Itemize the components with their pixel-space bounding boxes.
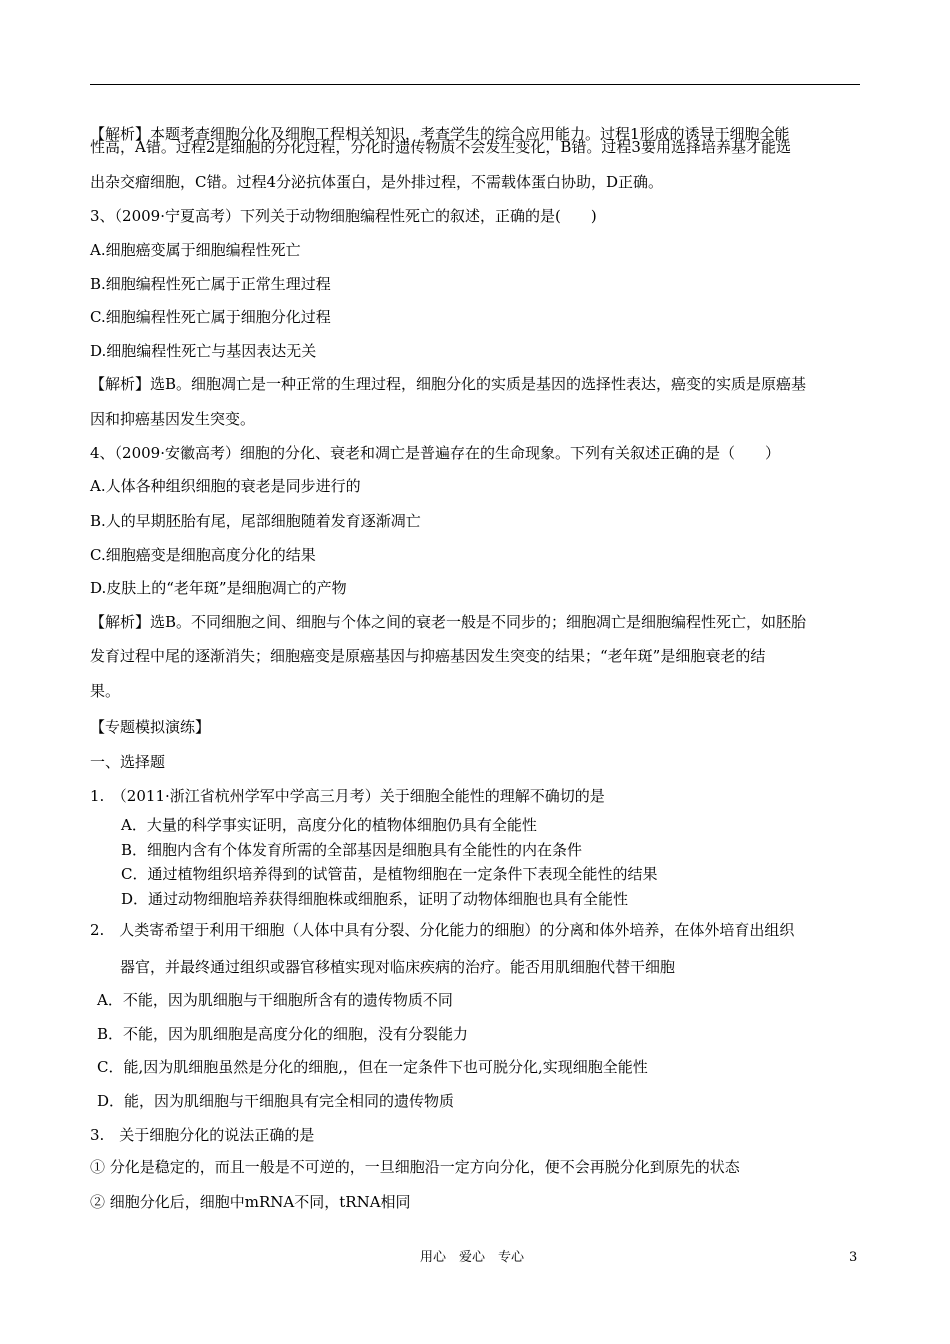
section-heading: 【专题模拟演练】 [90,718,211,736]
header-rule [90,84,860,85]
option-a: A．不能，因为肌细胞与干细胞所含有的遗传物质不同 [97,991,453,1009]
text-line: 因和抑癌基因发生突变。 [90,410,256,428]
statement-1: ① 分化是稳定的，而且一般是不可逆的，一旦细胞沿一定方向分化，便不会再脱分化到原先的状态 [90,1158,740,1176]
text-line: 发育过程中尾的逐渐消失；细胞癌变是原癌基因与抑癌基因发生突变的结果；“老年斑”是细胞衰老的结 [90,647,766,665]
section-subheading: 一、选择题 [90,753,166,771]
text-line: 【解析】本题考查细胞分化及细胞工程相关知识，考查学生的综合应用能力。过程1形成的诱导干细胞全能 [90,125,790,143]
option-d: D．能，因为肌细胞与干细胞具有完全相同的遗传物质 [97,1092,455,1110]
option-c: C.细胞编程性死亡属于细胞分化过程 [90,308,331,326]
text-line: 出杂交瘤细胞，C错。过程4分泌抗体蛋白，是外排过程，不需载体蛋白协助，D正确。 [90,173,664,191]
option-c: C．能,因为肌细胞虽然是分化的细胞,，但在一定条件下也可脱分化,实现细胞全能性 [97,1058,648,1076]
option-a: A.细胞癌变属于细胞编程性死亡 [90,241,301,259]
question-1: 1. （2011·浙江省杭州学军中学高三月考）关于细胞全能性的理解不确切的是 [90,787,605,805]
text-line: 器官，并最终通过组织或器官移植实现对临床疾病的治疗。能否用肌细胞代替干细胞 [90,958,676,976]
question-3: 3. 关于细胞分化的说法正确的是 [90,1126,315,1144]
text-line: 【解析】选B。不同细胞之间、细胞与个体之间的衰老一般是不同步的；细胞凋亡是细胞编程性死亡，如胚胎 [90,613,807,631]
text-line: 果。 [90,682,121,700]
option-b: B.人的早期胚胎有尾，尾部细胞随着发育逐渐凋亡 [90,512,421,530]
option-a: A.人体各种组织细胞的衰老是同步进行的 [90,477,361,495]
text-line: 性高，A错。过程2是细胞的分化过程，分化时遗传物质不会发生变化，B错。过程3要用选择培养基才能选 [90,138,791,156]
text-line: 【解析】选B。细胞凋亡是一种正常的生理过程，细胞分化的实质是基因的选择性表达，癌变的实质是原癌基 [90,375,807,393]
page-number: 3 [849,1250,858,1265]
option-c: C．通过植物组织培养得到的试管苗，是植物细胞在一定条件下表现全能性的结果 [121,865,658,883]
footer-motto: 用心 爱心 专心 [420,1250,525,1265]
option-b: B．细胞内含有个体发育所需的全部基因是细胞具有全能性的内在条件 [121,841,583,859]
statement-2: ② 细胞分化后，细胞中mRNA不同，tRNA相同 [90,1193,411,1211]
option-d: D．通过动物细胞培养获得细胞株或细胞系，证明了动物体细胞也具有全能性 [121,890,629,908]
option-b: B.细胞编程性死亡属于正常生理过程 [90,275,331,293]
option-d: D.细胞编程性死亡与基因表达无关 [90,342,317,360]
option-c: C.细胞癌变是细胞高度分化的结果 [90,546,316,564]
question-2: 2. 人类寄希望于利用干细胞（人体中具有分裂、分化能力的细胞）的分离和体外培养，在体外培育出组织 [90,921,795,939]
option-a: A．大量的科学事实证明，高度分化的植物体细胞仍具有全能性 [121,816,537,834]
option-b: B．不能，因为肌细胞是高度分化的细胞，没有分裂能力 [97,1025,469,1043]
question-3: 3、（2009·宁夏高考）下列关于动物细胞编程性死亡的叙述，正确的是( ) [90,207,597,225]
question-4: 4、（2009·安徽高考）细胞的分化、衰老和凋亡是普遍存在的生命现象。下列有关叙述正确的是（ ） [90,444,780,462]
option-d: D.皮肤上的“老年斑”是细胞凋亡的产物 [90,579,347,597]
